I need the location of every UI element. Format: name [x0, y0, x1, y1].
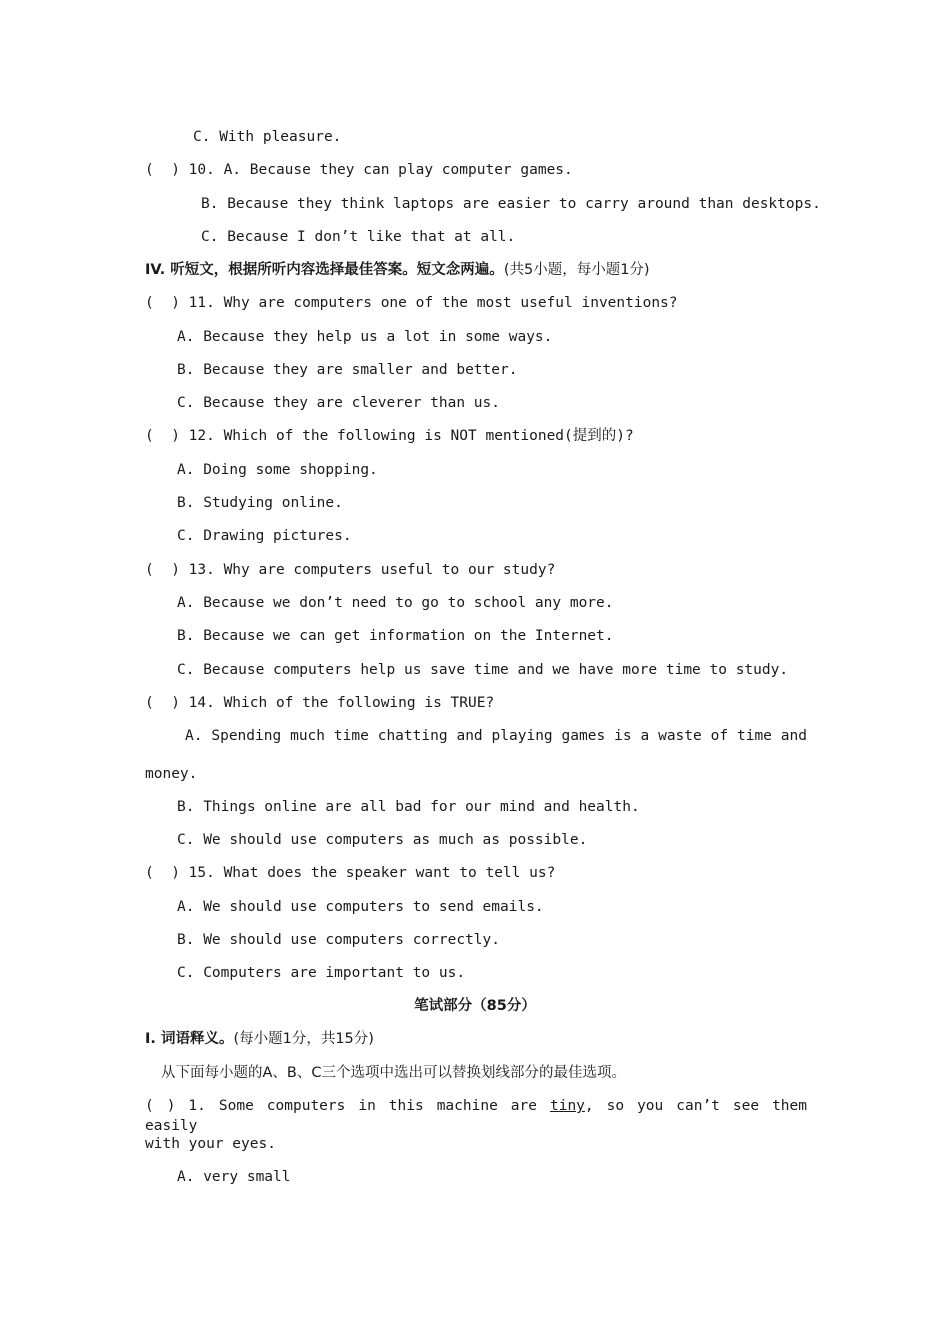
w-q1-option-a: A. very small — [177, 1169, 291, 1185]
section-i-heading — [145, 1029, 374, 1049]
q15-option-a: A. We should use computers to send emails. — [177, 899, 544, 915]
q11-option-a: A. Because they help us a lot in some ways. — [177, 329, 553, 345]
q12-option-b: B. Studying online. — [177, 495, 343, 511]
q15-question: ( ) 15. What does the speaker want to tell us? — [145, 865, 556, 881]
q12-option-c: C. Drawing pictures. — [177, 528, 352, 544]
w-q1-question — [145, 1096, 807, 1136]
section-i-note: (每小题1分，共15分) — [233, 1031, 374, 1047]
q11-option-b: B. Because they are smaller and better. — [177, 362, 518, 378]
q12-question: ( ) 12. Which of the following is NOT mentioned(提到的)? — [145, 428, 634, 444]
section-iv-title: IV. 听短文，根据所听内容选择最佳答案。短文念两遍。 — [145, 262, 504, 278]
written-part-title: 笔试部分（85分） — [414, 998, 536, 1014]
w-q1-question-continued: with your eyes. — [145, 1136, 276, 1152]
q14-option-a-continued: money. — [145, 766, 198, 782]
section-i-instructions: 从下面每小题的A、B、C三个选项中选出可以替换划线部分的最佳选项。 — [161, 1065, 626, 1081]
q14-question: ( ) 14. Which of the following is TRUE? — [145, 695, 495, 711]
q14-option-b: B. Things online are all bad for our mind and health. — [177, 799, 640, 815]
q10-question: ( ) 10. A. Because they can play computer games. — [145, 162, 573, 178]
q14-option-c: C. We should use computers as much as possible. — [177, 832, 588, 848]
q13-option-c: C. Because computers help us save time and we have more time to study. — [177, 662, 789, 678]
q11-question: ( ) 11. Why are computers one of the most useful inventions? — [145, 295, 678, 311]
q10-option-b: B. Because they think laptops are easier to carry around than desktops. — [201, 196, 821, 212]
q9-option-c: C. With pleasure. — [193, 129, 342, 145]
section-iv-note: (共5小题，每小题1分) — [503, 262, 650, 278]
q12-option-a: A. Doing some shopping. — [177, 462, 378, 478]
q11-option-c: C. Because they are cleverer than us. — [177, 395, 501, 411]
q15-option-b: B. We should use computers correctly. — [177, 932, 501, 948]
section-i-title: I. 词语释义。 — [145, 1031, 234, 1047]
q13-option-a: A. Because we don’t need to go to school any more. — [177, 595, 614, 611]
q14-option-a: A. Spending much time chatting and playing games is a waste of time and — [185, 728, 807, 744]
w-q1-text-after: , so you can’t see them easily — [145, 1098, 807, 1134]
q10-option-c: C. Because I don’t like that at all. — [201, 229, 516, 245]
q15-option-c: C. Computers are important to us. — [177, 965, 466, 981]
w-q1-underlined-word: tiny — [549, 1098, 585, 1114]
w-q1-text-before: ( ) 1. Some computers in this machine are — [145, 1098, 550, 1114]
section-iv-heading — [145, 260, 650, 280]
q13-question: ( ) 13. Why are computers useful to our study? — [145, 562, 556, 578]
q13-option-b: B. Because we can get information on the Internet. — [177, 628, 614, 644]
